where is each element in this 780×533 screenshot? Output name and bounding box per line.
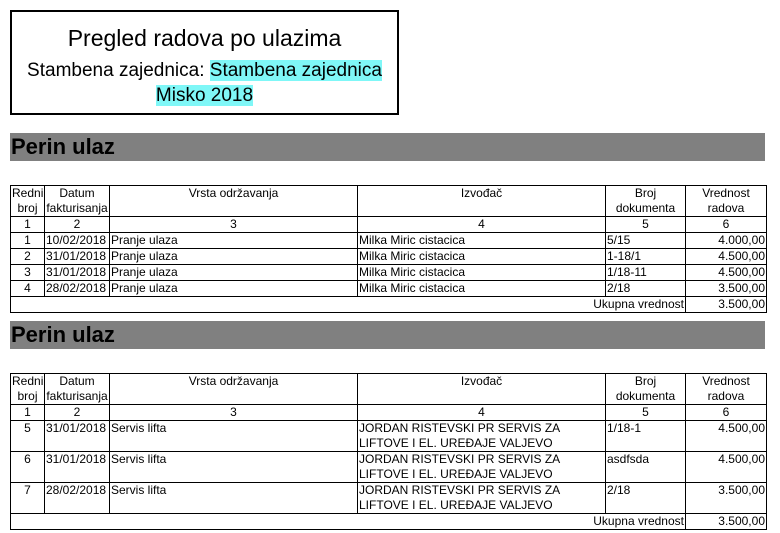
document-number: 1/18-1: [606, 421, 686, 452]
total-value: 3.500,00: [686, 297, 767, 313]
maintenance-type: Pranje ulaza: [110, 265, 358, 281]
total-row: [11, 297, 767, 313]
work-value: 4.500,00: [686, 249, 767, 265]
subtitle-value-2: Misko 2018: [155, 85, 254, 106]
col-header-date: Datum fakturisanja: [46, 374, 108, 403]
column-number: 3: [110, 217, 358, 233]
column-number: 2: [45, 405, 110, 421]
column-number: 6: [686, 217, 767, 233]
section-header: Perin ulaz: [10, 321, 765, 349]
maintenance-type: Servis lifta: [110, 483, 358, 514]
column-number: 4: [358, 405, 606, 421]
row-number: 5: [11, 421, 45, 452]
report-title-box: [10, 10, 399, 115]
row-number: 2: [11, 249, 45, 265]
report-subtitle: [12, 58, 397, 108]
maintenance-type: Pranje ulaza: [110, 281, 358, 297]
document-number: 1-18/1: [606, 249, 686, 265]
column-number: 1: [11, 217, 45, 233]
table-header-row: [11, 186, 767, 217]
document-number: asdfsda: [606, 452, 686, 483]
work-value: 3.500,00: [686, 281, 767, 297]
report-title: Pregled radova po ulazima: [67, 25, 342, 51]
invoice-date: 31/01/2018: [45, 452, 110, 483]
table-row: [11, 233, 767, 249]
row-number: 6: [11, 452, 45, 483]
work-value: 4.500,00: [686, 452, 767, 483]
section-header: Perin ulaz: [10, 133, 765, 161]
contractor: Milka Miric cistacica: [358, 249, 606, 265]
document-number: 1/18-11: [606, 265, 686, 281]
col-header-value: Vrednost radova: [686, 374, 767, 405]
work-value: 4.000,00: [686, 233, 767, 249]
document-number: 2/18: [606, 281, 686, 297]
col-header-type: Vrsta održavanja: [110, 374, 358, 405]
col-header-no: Redni broj: [12, 186, 44, 215]
contractor: Milka Miric cistacica: [358, 265, 606, 281]
col-header-date: Datum fakturisanja: [46, 186, 108, 215]
col-header-contractor: Izvođač: [358, 374, 606, 405]
col-header-contractor: Izvođač: [358, 186, 606, 217]
table-row: [11, 249, 767, 265]
col-header-type: Vrsta održavanja: [110, 186, 358, 217]
maintenance-type: Pranje ulaza: [110, 233, 358, 249]
invoice-date: 31/01/2018: [45, 421, 110, 452]
row-number: 7: [11, 483, 45, 514]
subtitle-label: Stambena zajednica:: [27, 60, 205, 81]
col-header-no: Redni broj: [12, 374, 44, 403]
works-table: [10, 185, 767, 313]
table-header-row: [11, 374, 767, 405]
invoice-date: 31/01/2018: [45, 249, 110, 265]
total-label: Ukupna vrednost: [11, 514, 686, 530]
column-number: 1: [11, 405, 45, 421]
work-value: 4.500,00: [686, 421, 767, 452]
col-header-value: Vrednost radova: [686, 186, 767, 217]
contractor: JORDAN RISTEVSKI PR SERVIS ZA LIFTOVE I EL. UREĐAJE VALJEVO: [358, 421, 606, 452]
table-row: [11, 421, 767, 452]
table-row: [11, 265, 767, 281]
contractor: Milka Miric cistacica: [358, 281, 606, 297]
row-number: 1: [11, 233, 45, 249]
works-table: [10, 373, 767, 530]
document-number: 2/18: [606, 483, 686, 514]
column-number-row: [11, 405, 767, 421]
invoice-date: 28/02/2018: [45, 281, 110, 297]
total-label: Ukupna vrednost: [11, 297, 686, 313]
column-number: 4: [358, 217, 606, 233]
work-value: 3.500,00: [686, 483, 767, 514]
maintenance-type: Pranje ulaza: [110, 249, 358, 265]
invoice-date: 28/02/2018: [45, 483, 110, 514]
table-row: [11, 452, 767, 483]
maintenance-type: Servis lifta: [110, 421, 358, 452]
table-row: [11, 483, 767, 514]
subtitle-value: Stambena zajednica: [209, 60, 382, 81]
row-number: 3: [11, 265, 45, 281]
contractor: Milka Miric cistacica: [358, 233, 606, 249]
column-number: 5: [606, 405, 686, 421]
total-value: 3.500,00: [686, 514, 767, 530]
contractor: JORDAN RISTEVSKI PR SERVIS ZA LIFTOVE I EL. UREĐAJE VALJEVO: [358, 452, 606, 483]
col-header-doc: Broj dokumenta: [606, 374, 686, 405]
maintenance-type: Servis lifta: [110, 452, 358, 483]
column-number-row: [11, 217, 767, 233]
column-number: 3: [110, 405, 358, 421]
total-row: [11, 514, 767, 530]
row-number: 4: [11, 281, 45, 297]
work-value: 4.500,00: [686, 265, 767, 281]
invoice-date: 31/01/2018: [45, 265, 110, 281]
invoice-date: 10/02/2018: [45, 233, 110, 249]
table-row: [11, 281, 767, 297]
contractor: JORDAN RISTEVSKI PR SERVIS ZA LIFTOVE I EL. UREĐAJE VALJEVO: [358, 483, 606, 514]
document-number: 5/15: [606, 233, 686, 249]
column-number: 2: [45, 217, 110, 233]
column-number: 6: [686, 405, 767, 421]
column-number: 5: [606, 217, 686, 233]
col-header-doc: Broj dokumenta: [606, 186, 686, 217]
